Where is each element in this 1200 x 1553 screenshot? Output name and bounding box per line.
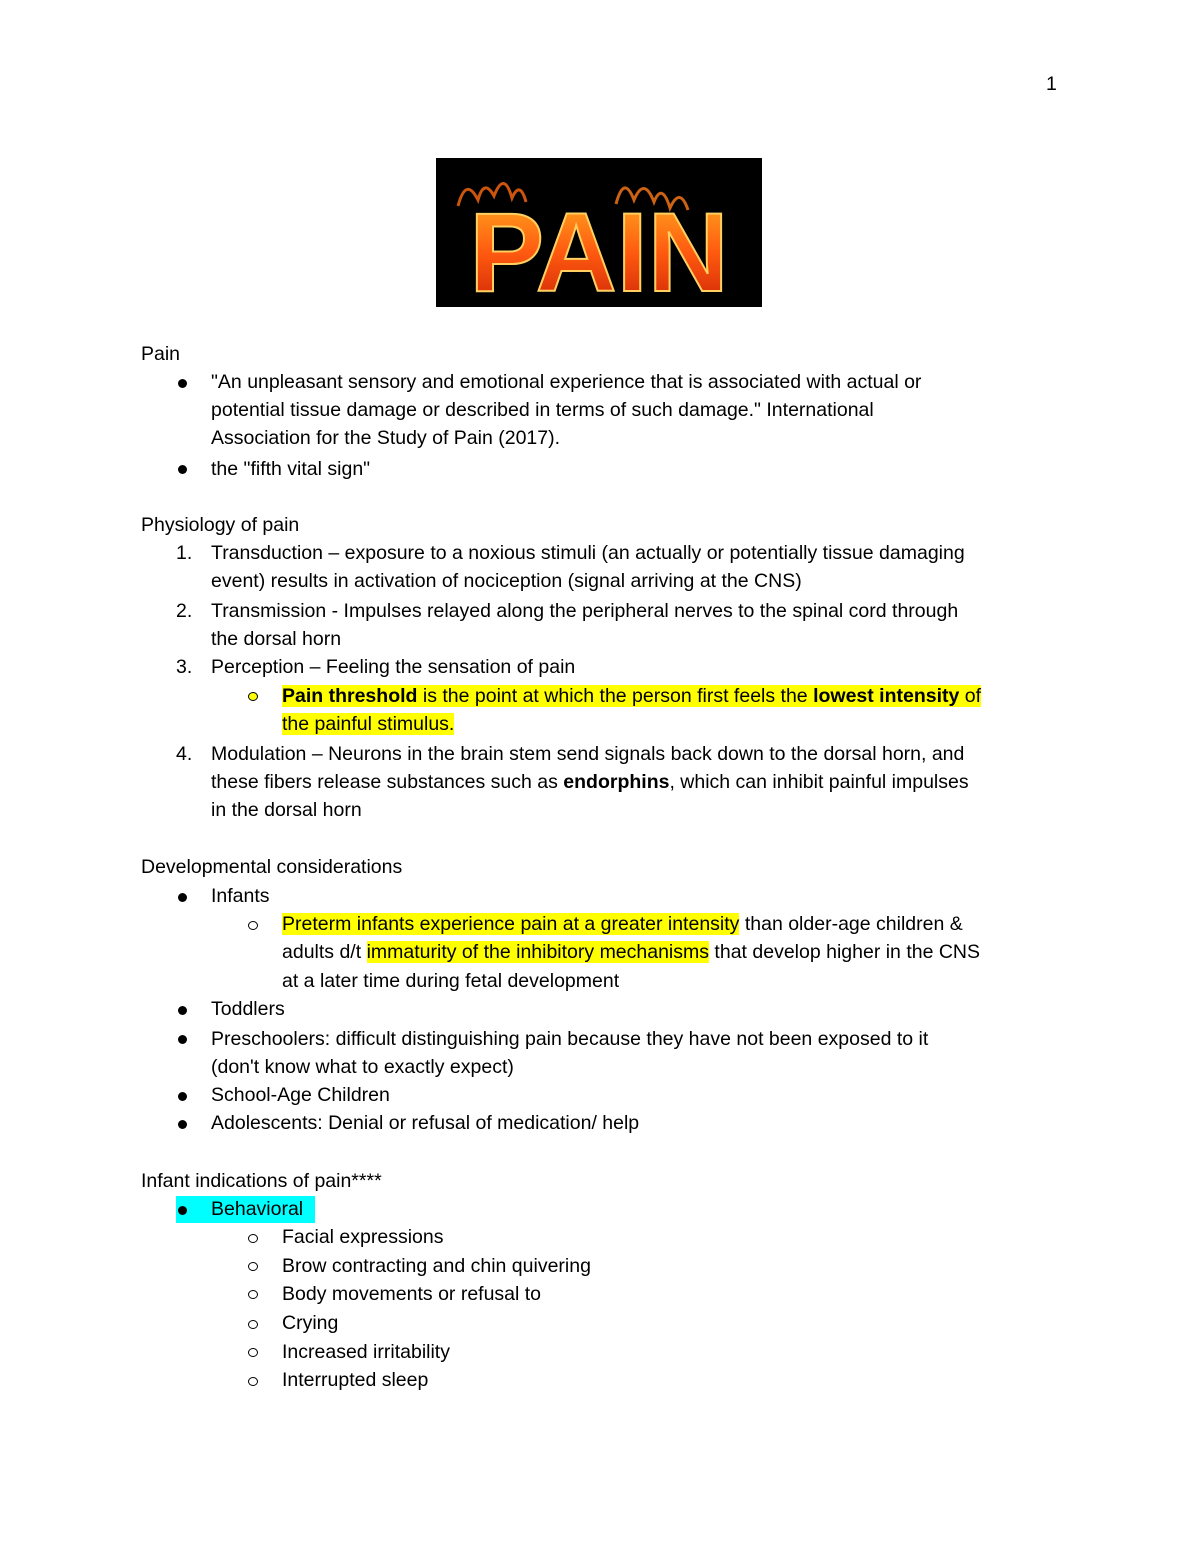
transduction-line-2: event) results in activation of nociception (signal arriving at the CNS) — [211, 570, 802, 592]
preterm-line-2 — [282, 938, 980, 966]
bullet-icon — [178, 893, 187, 902]
lowest-intensity-term: lowest intensity — [813, 685, 960, 707]
behavioral-sub-item: Brow contracting and chin quivering — [282, 1255, 591, 1277]
toddlers-item: Toddlers — [211, 998, 285, 1020]
pain-logo — [436, 158, 762, 307]
behavioral-sub-item: Body movements or refusal to — [282, 1283, 542, 1305]
pain-threshold-term: Pain threshold — [282, 685, 418, 707]
list-number: 4. — [176, 743, 193, 765]
behavioral-sub-item: Crying — [282, 1312, 339, 1334]
sub-bullet-icon — [248, 692, 258, 701]
pain-definition-line-1: "An unpleasant sensory and emotional experience that is associated with actual or — [211, 371, 922, 393]
infant-indications-heading: Infant indications of pain**** — [141, 1170, 382, 1192]
endorphins-term: endorphins — [563, 771, 670, 793]
sub-bullet-icon — [248, 1320, 258, 1329]
sub-bullet-icon — [248, 921, 258, 930]
sub-bullet-icon — [248, 1290, 258, 1299]
behavioral-sub-item: Interrupted sleep — [282, 1369, 429, 1391]
preschoolers-line-2: (don't know what to exactly expect) — [211, 1056, 514, 1078]
bullet-icon — [178, 379, 187, 388]
sub-bullet-icon — [248, 1377, 258, 1386]
page-number: 1 — [1046, 73, 1057, 95]
bullet-icon — [178, 1120, 187, 1129]
developmental-heading: Developmental considerations — [141, 856, 403, 878]
behavioral-item: Behavioral — [211, 1198, 304, 1220]
bullet-icon — [178, 1206, 187, 1215]
sub-bullet-icon — [248, 1262, 258, 1271]
school-age-item: School-Age Children — [211, 1084, 390, 1106]
transmission-line-2: the dorsal horn — [211, 628, 342, 650]
preterm-line-1 — [282, 910, 963, 938]
physiology-heading: Physiology of pain — [141, 514, 300, 536]
modulation-text: these fibers release substances such as — [211, 771, 564, 793]
fifth-vital-sign: the "fifth vital sign" — [211, 458, 371, 480]
preterm-rest: than older-age children & — [739, 913, 963, 935]
list-number: 1. — [176, 542, 193, 564]
bullet-icon — [178, 1035, 187, 1044]
sub-bullet-icon — [248, 1234, 258, 1243]
modulation-line-1: Modulation – Neurons in the brain stem send signals back down to the dorsal horn, and — [211, 743, 965, 765]
behavioral-sub-item: Facial expressions — [282, 1226, 444, 1248]
sub-bullet-icon — [248, 1348, 258, 1357]
modulation-line-3: in the dorsal horn — [211, 799, 362, 821]
svg-text:PAIN: PAIN — [469, 190, 729, 307]
pain-threshold-line-1 — [282, 682, 981, 710]
list-number: 3. — [176, 656, 193, 678]
transmission-line-1: Transmission - Impulses relayed along the peripheral nerves to the spinal cord through — [211, 600, 959, 622]
threshold-text: is the point at which the person first feels the — [417, 685, 814, 707]
bullet-icon — [178, 1006, 187, 1015]
pain-banner-image — [436, 158, 762, 307]
behavioral-sub-item: Increased irritability — [282, 1341, 450, 1363]
threshold-line-2-text: the painful stimulus. — [282, 713, 455, 735]
pain-definition-line-3: Association for the Study of Pain (2017). — [211, 427, 561, 449]
transduction-line-1: Transduction – exposure to a noxious stimuli (an actually or potentially tissue damaging — [211, 542, 965, 564]
preterm-rest-2: that develop higher in the CNS — [709, 941, 981, 963]
threshold-end: of — [959, 685, 982, 707]
preschoolers-line-1: Preschoolers: difficult distinguishing pain because they have not been exposed to it — [211, 1028, 929, 1050]
modulation-text-end: , which can inhibit painful impulses — [669, 771, 969, 793]
immaturity-highlight: immaturity of the inhibitory mechanisms — [366, 941, 710, 963]
adolescents-item: Adolescents: Denial or refusal of medication/ help — [211, 1112, 640, 1134]
bullet-icon — [178, 465, 187, 474]
infants-item: Infants — [211, 885, 270, 907]
preterm-pre: adults d/t — [282, 941, 367, 963]
list-number: 2. — [176, 600, 193, 622]
preterm-highlight: Preterm infants experience pain at a greater intensity — [282, 913, 740, 935]
perception-line: Perception – Feeling the sensation of pain — [211, 656, 576, 678]
modulation-line-2 — [211, 768, 969, 796]
pain-threshold-line-2 — [282, 710, 454, 738]
pain-heading: Pain — [141, 343, 181, 365]
bullet-icon — [178, 1092, 187, 1101]
preterm-line-3: at a later time during fetal development — [282, 970, 620, 992]
pain-definition-line-2: potential tissue damage or described in terms of such damage." International — [211, 399, 874, 421]
